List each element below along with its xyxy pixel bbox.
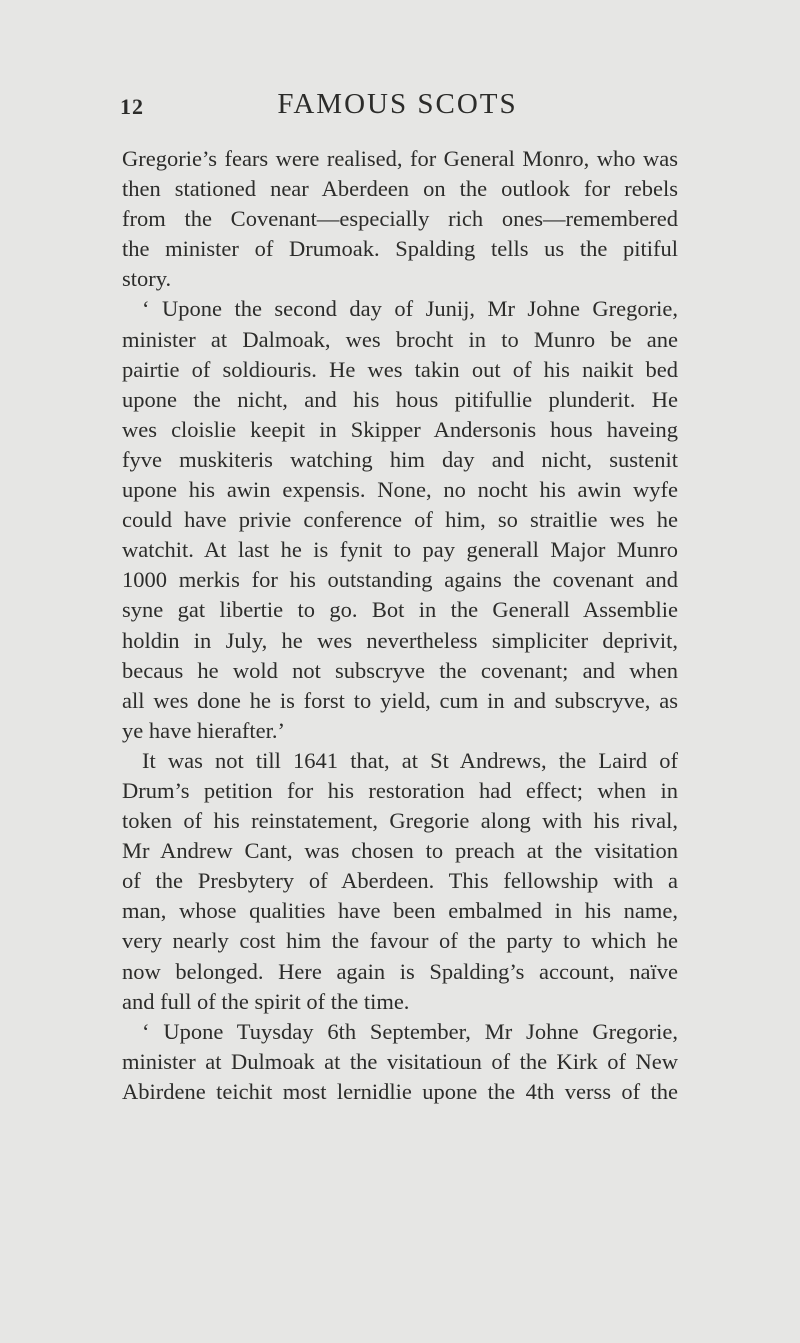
- text-line: ‘ Upone the second day of Junij, Mr Johne Gregorie,: [142, 296, 678, 322]
- text-line: syne gat libertie to go. Bot in the Generall Assemblie: [122, 597, 678, 623]
- text-line: Drum’s petition for his restoration had effect; when in: [122, 777, 678, 803]
- text-line: holdin in July, he wes nevertheless simpliciter deprivit,: [122, 627, 678, 653]
- text-line: token of his reinstatement, Gregorie along with his rival,: [122, 808, 678, 834]
- text-line: upone the nicht, and his hous pitifullie plunderit. He: [122, 386, 678, 412]
- text-line: Gregorie’s fears were realised, for General Monro, who was: [122, 146, 678, 171]
- text-line: wes cloislie keepit in Skipper Andersonis hous haveing: [122, 416, 678, 442]
- text-line: ye have hierafter.’: [122, 717, 286, 743]
- text-line: story.: [122, 266, 172, 292]
- text-line: ‘ Upone Tuysday 6th September, Mr Johne Gregorie,: [142, 1018, 678, 1044]
- text-line: fyve muskiteris watching him day and nicht, sustenit: [122, 446, 678, 472]
- text-line: and full of the spirit of the time.: [122, 988, 410, 1014]
- page-number: 12: [120, 94, 144, 119]
- text-line: 1000 merkis for his outstanding agains the covenant and: [122, 567, 678, 593]
- text-line: then stationed near Aberdeen on the outlook for rebels: [122, 176, 678, 202]
- text-line: the minister of Drumoak. Spalding tells us the pitiful: [122, 236, 678, 262]
- text-line: man, whose qualities have been embalmed in his name,: [122, 898, 678, 924]
- text-line: Abirdene teichit most lernidlie upone the 4th verss of the: [122, 1078, 678, 1104]
- text-line: from the Covenant—especially rich ones—remembered: [122, 206, 678, 232]
- text-line: all wes done he is forst to yield, cum in and subscryve, as: [122, 687, 678, 713]
- running-head: [120, 88, 675, 128]
- body-text: [122, 144, 678, 1107]
- text-line: minister at Dalmoak, wes brocht in to Munro be ane: [122, 326, 678, 352]
- text-line: watchit. At last he is fynit to pay generall Major Munro: [122, 537, 678, 563]
- text-line: It was not till 1641 that, at St Andrews, the Laird of: [142, 747, 678, 773]
- text-line: of the Presbytery of Aberdeen. This fellowship with a: [122, 868, 678, 894]
- text-line: Mr Andrew Cant, was chosen to preach at the visitation: [122, 838, 678, 864]
- text-line: upone his awin expensis. None, no nocht his awin wyfe: [122, 477, 678, 503]
- text-line: becaus he wold not subscryve the covenant; and when: [122, 657, 678, 683]
- text-line: pairtie of soldiouris. He wes takin out of his naikit bed: [122, 356, 678, 382]
- text-line: very nearly cost him the favour of the party to which he: [122, 928, 678, 954]
- text-line: could have privie conference of him, so straitlie wes he: [122, 507, 678, 533]
- text-line: now belonged. Here again is Spalding’s account, naïve: [122, 958, 678, 984]
- text-line: minister at Dulmoak at the visitatioun of the Kirk of New: [122, 1048, 678, 1074]
- running-title: FAMOUS SCOTS: [277, 88, 518, 120]
